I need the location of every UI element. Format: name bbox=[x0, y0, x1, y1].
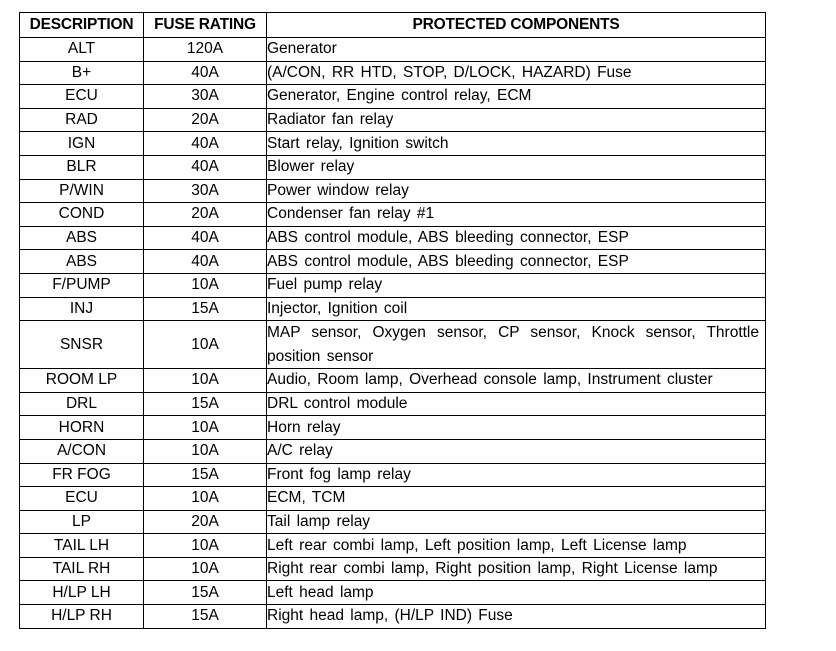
cell-description: LP bbox=[20, 510, 144, 534]
table-row bbox=[20, 155, 766, 179]
cell-protected-components: Power window relay bbox=[267, 179, 766, 203]
cell-protected-components: ECM, TCM bbox=[267, 487, 766, 511]
table-row bbox=[20, 179, 766, 203]
cell-description: BLR bbox=[20, 155, 144, 179]
cell-protected-components: MAP sensor, Oxygen sensor, CP sensor, Knock sensor, Throttle position sensor bbox=[267, 321, 766, 369]
table-row bbox=[20, 557, 766, 581]
table-row bbox=[20, 392, 766, 416]
table-row bbox=[20, 132, 766, 156]
table-row bbox=[20, 463, 766, 487]
table-row bbox=[20, 369, 766, 393]
cell-fuse-rating: 30A bbox=[144, 85, 267, 109]
table-row bbox=[20, 487, 766, 511]
table-row bbox=[20, 250, 766, 274]
cell-fuse-rating: 20A bbox=[144, 108, 267, 132]
cell-fuse-rating: 10A bbox=[144, 416, 267, 440]
cell-description: FR FOG bbox=[20, 463, 144, 487]
cell-fuse-rating: 30A bbox=[144, 179, 267, 203]
fuse-table bbox=[19, 12, 766, 629]
cell-description: ABS bbox=[20, 250, 144, 274]
cell-description: ABS bbox=[20, 226, 144, 250]
cell-description: INJ bbox=[20, 297, 144, 321]
cell-fuse-rating: 40A bbox=[144, 61, 267, 85]
cell-fuse-rating: 15A bbox=[144, 297, 267, 321]
table-row bbox=[20, 297, 766, 321]
cell-description: ECU bbox=[20, 85, 144, 109]
cell-protected-components: Start relay, Ignition switch bbox=[267, 132, 766, 156]
cell-fuse-rating: 120A bbox=[144, 38, 267, 62]
cell-fuse-rating: 40A bbox=[144, 155, 267, 179]
cell-fuse-rating: 15A bbox=[144, 605, 267, 629]
cell-protected-components: Fuel pump relay bbox=[267, 273, 766, 297]
table-row bbox=[20, 534, 766, 558]
cell-protected-components: Audio, Room lamp, Overhead console lamp, Instrument cluster bbox=[267, 369, 766, 393]
table-row bbox=[20, 605, 766, 629]
cell-fuse-rating: 40A bbox=[144, 132, 267, 156]
cell-protected-components: A/C relay bbox=[267, 439, 766, 463]
cell-protected-components: Right rear combi lamp, Right position lamp, Right License lamp bbox=[267, 557, 766, 581]
cell-fuse-rating: 20A bbox=[144, 510, 267, 534]
cell-description: DRL bbox=[20, 392, 144, 416]
cell-protected-components: Horn relay bbox=[267, 416, 766, 440]
cell-fuse-rating: 10A bbox=[144, 487, 267, 511]
table-row bbox=[20, 321, 766, 369]
cell-protected-components: Front fog lamp relay bbox=[267, 463, 766, 487]
cell-description: A/CON bbox=[20, 439, 144, 463]
cell-description: TAIL RH bbox=[20, 557, 144, 581]
cell-protected-components: Radiator fan relay bbox=[267, 108, 766, 132]
table-row bbox=[20, 439, 766, 463]
header-protected-components: PROTECTED COMPONENTS bbox=[267, 13, 766, 38]
cell-fuse-rating: 10A bbox=[144, 369, 267, 393]
cell-fuse-rating: 10A bbox=[144, 273, 267, 297]
cell-protected-components: ABS control module, ABS bleeding connector, ESP bbox=[267, 226, 766, 250]
cell-fuse-rating: 40A bbox=[144, 250, 267, 274]
table-row bbox=[20, 203, 766, 227]
cell-protected-components: DRL control module bbox=[267, 392, 766, 416]
cell-fuse-rating: 15A bbox=[144, 581, 267, 605]
cell-description: B+ bbox=[20, 61, 144, 85]
cell-description: H/LP RH bbox=[20, 605, 144, 629]
cell-fuse-rating: 40A bbox=[144, 226, 267, 250]
header-fuse-rating: FUSE RATING bbox=[144, 13, 267, 38]
cell-fuse-rating: 10A bbox=[144, 439, 267, 463]
cell-protected-components: ABS control module, ABS bleeding connector, ESP bbox=[267, 250, 766, 274]
header-description: DESCRIPTION bbox=[20, 13, 144, 38]
table-row bbox=[20, 510, 766, 534]
cell-protected-components: Left rear combi lamp, Left position lamp, Left License lamp bbox=[267, 534, 766, 558]
cell-fuse-rating: 10A bbox=[144, 321, 267, 369]
cell-fuse-rating: 10A bbox=[144, 534, 267, 558]
cell-protected-components: Blower relay bbox=[267, 155, 766, 179]
table-row bbox=[20, 61, 766, 85]
cell-description: IGN bbox=[20, 132, 144, 156]
cell-protected-components: (A/CON, RR HTD, STOP, D/LOCK, HAZARD) Fuse bbox=[267, 61, 766, 85]
cell-description: H/LP LH bbox=[20, 581, 144, 605]
cell-description: F/PUMP bbox=[20, 273, 144, 297]
table-header bbox=[20, 13, 766, 38]
table-row bbox=[20, 416, 766, 440]
cell-protected-components: Right head lamp, (H/LP IND) Fuse bbox=[267, 605, 766, 629]
cell-protected-components: Tail lamp relay bbox=[267, 510, 766, 534]
cell-description: COND bbox=[20, 203, 144, 227]
cell-description: P/WIN bbox=[20, 179, 144, 203]
cell-protected-components: Left head lamp bbox=[267, 581, 766, 605]
table-row bbox=[20, 273, 766, 297]
table-body bbox=[20, 38, 766, 629]
cell-protected-components: Injector, Ignition coil bbox=[267, 297, 766, 321]
cell-description: ALT bbox=[20, 38, 144, 62]
cell-description: RAD bbox=[20, 108, 144, 132]
cell-protected-components: Generator bbox=[267, 38, 766, 62]
cell-fuse-rating: 15A bbox=[144, 392, 267, 416]
table-row bbox=[20, 38, 766, 62]
table-row bbox=[20, 85, 766, 109]
cell-protected-components: Condenser fan relay #1 bbox=[267, 203, 766, 227]
cell-description: TAIL LH bbox=[20, 534, 144, 558]
table-row bbox=[20, 108, 766, 132]
table-row bbox=[20, 226, 766, 250]
header-row bbox=[20, 13, 766, 38]
table-row bbox=[20, 581, 766, 605]
cell-description: ROOM LP bbox=[20, 369, 144, 393]
cell-fuse-rating: 10A bbox=[144, 557, 267, 581]
cell-fuse-rating: 20A bbox=[144, 203, 267, 227]
cell-description: SNSR bbox=[20, 321, 144, 369]
cell-description: HORN bbox=[20, 416, 144, 440]
cell-fuse-rating: 15A bbox=[144, 463, 267, 487]
cell-description: ECU bbox=[20, 487, 144, 511]
cell-protected-components: Generator, Engine control relay, ECM bbox=[267, 85, 766, 109]
